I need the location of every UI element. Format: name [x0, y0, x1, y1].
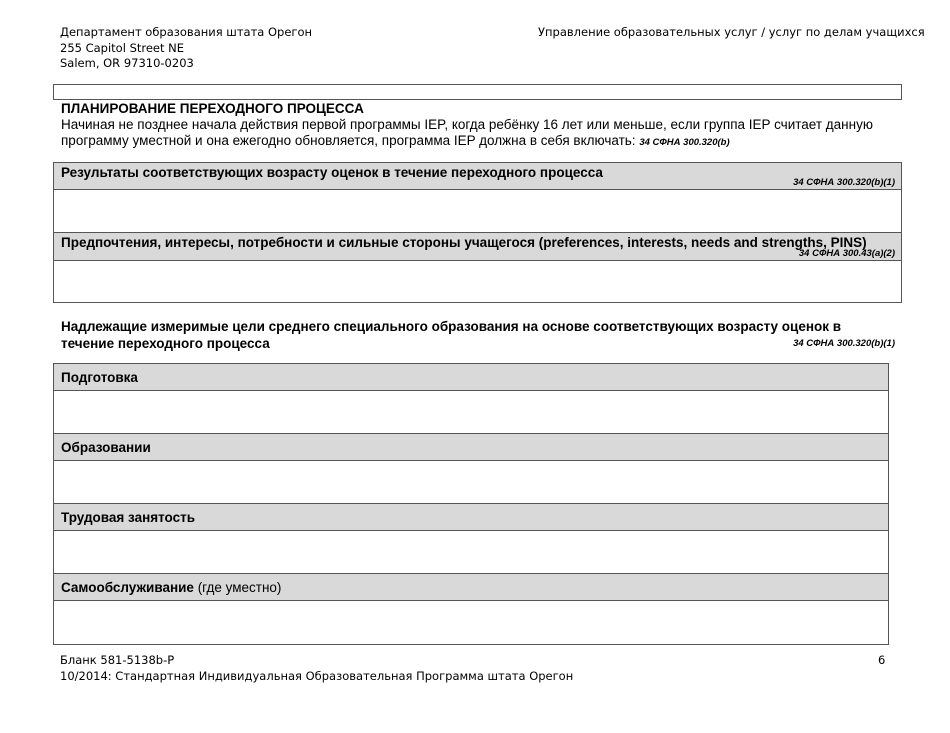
goal-label: Образовании [61, 440, 151, 455]
page-number: 6 [878, 653, 886, 667]
goal-input-independent-living[interactable] [54, 601, 888, 644]
assessment-header [54, 163, 901, 190]
header-department: Управление образовательных услуг / услуг по делам учащихся [538, 25, 925, 39]
footer [60, 652, 573, 684]
intro-citation: 34 СФНА 300.320(b) [639, 137, 730, 148]
goal-row-header-employment [54, 504, 888, 531]
top-empty-field[interactable] [53, 84, 902, 100]
goals-citation: 34 СФНА 300.320(b)(1) [793, 338, 895, 349]
assessment-pins-table [53, 162, 902, 303]
org-name: Департамент образования штата Орегон [60, 25, 313, 39]
goal-label: Трудовая занятость [61, 510, 196, 525]
section-title: ПЛАНИРОВАНИЕ ПЕРЕХОДНОГО ПРОЦЕССА [61, 101, 364, 116]
goal-label: Подготовка [61, 370, 138, 385]
org-city: Salem, OR 97310-0203 [60, 56, 194, 70]
goal-input-education[interactable] [54, 461, 888, 504]
goal-input-employment[interactable] [54, 531, 888, 574]
assessment-label: Результаты соответствующих возрасту оценок в течение переходного процесса [61, 165, 603, 180]
goal-label: Самообслуживание (где уместно) [61, 580, 282, 595]
pins-header [54, 232, 901, 261]
pins-citation: 34 СФНА 300.43(a)(2) [798, 248, 895, 259]
intro-text: Начиная не позднее начала действия первой программы IEP, когда ребёнку 16 лет или меньше, если группа IEP считает данную программу уместной и она ежегодно обновляется, программа IEP должна в себя включать: [61, 117, 873, 148]
assessment-input[interactable] [54, 190, 901, 232]
org-street: 255 Capitol Street NE [60, 40, 185, 55]
goals-heading-text: Надлежащие измеримые цели среднего специального образования на основе соответствующих возрасту оценок в течение переходного процесса [61, 319, 842, 351]
header-organization [60, 25, 312, 72]
goal-row-header-education [54, 434, 888, 461]
pins-input[interactable] [54, 260, 901, 302]
goals-heading [61, 318, 895, 352]
goal-input-training[interactable] [54, 391, 888, 434]
goal-row-header-independent-living [54, 574, 888, 601]
assessment-citation: 34 СФНА 300.320(b)(1) [793, 177, 895, 188]
form-edition: 10/2014: Стандартная Индивидуальная Образовательная Программа штата Орегон [60, 669, 574, 683]
form-number: Бланк 581-5138b-P [60, 653, 175, 667]
goals-table [53, 363, 889, 645]
pins-label: Предпочтения, интересы, потребности и сильные стороны учащегося (preferences, interests, needs and strengths, PINS) [61, 235, 867, 250]
intro-block [61, 101, 901, 151]
goal-row-header-training [54, 364, 888, 391]
